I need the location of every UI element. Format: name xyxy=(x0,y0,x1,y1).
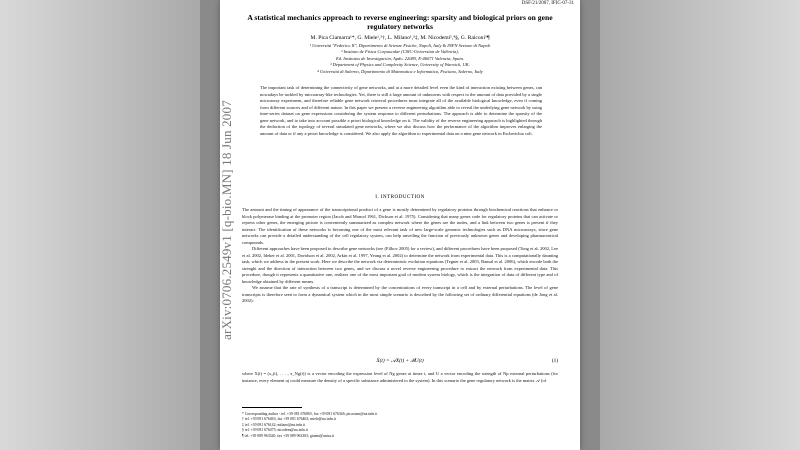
arxiv-stamp: arXiv:0706.2549v1 [q-bio.MN] 18 Jun 2007 xyxy=(219,100,234,340)
affiliation-line: ¹ Università "Federico II", Dipartimento di Scienze Fisiche, Napoli, Italy & INFN Sezione di Napoli xyxy=(309,43,491,48)
post-equation-paragraph: where X(t) = (x₁(t), . . . , x_Ng(t)) is a vector encoding the expression level of Ng genes at times t, and U a vector encoding the strength of Np external perturbations (for instance, every element uj could measure the density of a specific substance administered to the system). In this scenario the gene regulatory network is the matrix 𝒜 (of xyxy=(242,371,558,383)
paragraph: We assume that the rate of synthesis of a transcript is determined by the concentrations of every transcript in a cell and by external perturbations. The level of gene transcripts is therefore seen to form a dynamical system which in the most simple scenario is described by the following set of ordinary differential equations (de Jong et al. 2002): xyxy=(242,285,558,303)
affiliation-line: ⁴ Università di Salerno, Dipartimento di Matematica e Informatica, Fisciano, Salerno, Italy xyxy=(317,68,483,74)
affiliation-list xyxy=(242,43,558,75)
footnote: § tel. +39 081 676475; nicodem@na.infn.it xyxy=(242,428,308,433)
paragraph: Different approaches have been proposed to describe gene networks (see (Filkov 2005) for a review), and different procedures have been proposed (Tong et al. 2002, Lee et al. 2002, Ideker et al. 2001, Davidson et al. 2002, Arkin et al. 1997, Yeung et al. 2002) to determine the network from experimental data. This is a computationally daunting task, which we address in the present work. Here we describe the network via deterministic evolution equations (Tegner et al. 2003, Bansal et al. 2006), which encode both the strenght and the direction of interaction between two genes, and we discuss a novel reverse engineering procedure to extract the network from experimental data. This procedure, though it represents a quantitative one, realizes one of the most important goal of modern system biology, which is the integration of data of different type and of knowledge obtained by different means. xyxy=(242,246,558,284)
footnote-rule xyxy=(242,407,302,408)
viewer-background-right xyxy=(600,0,800,450)
footnote: ‡ tel. +39 081 676142; milano@na.infn.it xyxy=(242,422,306,427)
paper-page xyxy=(220,0,580,450)
paper-title: A statistical mechanics approach to reverse engineering: sparsity and biological priors on gene regulatory networks xyxy=(247,13,553,31)
section-heading-introduction: I. INTRODUCTION xyxy=(375,194,425,200)
paragraph: The amount and the timing of appearance of the transcriptional product of a gene is mostly determined by regulatory proteins through biochemical reactions that enhance or block polymerase binding at the promoter region (Jacob and Monod 1961, Dickson et al. 1975). Considering that many genes code for regulatory proteins that can activate or repress other genes, the emerging picture is conveniently summarized as complex network where the genes are the nodes, and a link between two genes is present if they interact. The identification of these networks is becoming one of the most relevant task of new large-scale genomic technologies such as DNA microarrays, since gene networks can provide a detailed understanding of the cell regulatory system, can help unveiling the function of previously unknown genes and developing pharmaceutical compounds. xyxy=(242,207,558,245)
footnote: ¶ tel. +39 089 963320; fax +39 089 963303; gianni@unisa.it xyxy=(242,433,335,438)
equation-1 xyxy=(242,358,558,366)
document-id: DSF/21/2007, IFIC-07-31 xyxy=(521,1,574,6)
affiliation-line: ³ Department of Physics and Complexity Science, University of Warwick, UK. xyxy=(330,62,470,68)
viewer-background-left xyxy=(0,0,200,450)
equation-number: (1) xyxy=(551,358,558,364)
footnotes xyxy=(242,412,558,439)
equation-text: Ẋ(t) = 𝒜X(t) + ℬU(t) xyxy=(376,358,424,364)
affiliation-line: Ed. Institutos de Investigación, Apdo. 22085, E-46071 Valencia, Spain. xyxy=(336,55,464,61)
abstract: The important task of determining the connectivity of gene networks, and at a more detailed level even the kind of interaction existing between genes, can nowadays be tackled by microarray-like technologies. Yet, there is still a large amount of unknowns with respect to the amount of data provided by a single microarray experiment, and therefore reliable gene network retrieval procedures must integrate all of the available biological knowledge, even if coming from different sources and of different nature. In this paper we present a reverse engineering algorithm able to reveal the underlying gene network by using time-series dataset on gene expressions considering the system response to different perturbations. The approach is able to determine the sparsity of the gene network, and to take into account possible a priori biological knowledge on it. The validity of the reverse engineering approach is highlighted through the deduction of the topology of several simulated gene networks, where we also discuss how the performance of the algorithm improves enlarging the amount of data or if any a priori knowledge is considered. We also apply the algorithm to experimental data on a nine gene network in Escherichia coli. xyxy=(260,85,542,136)
affiliation-line: ² Instituto de Física Corpuscular (CSIC-Universitat de València), xyxy=(341,49,459,55)
footnote: * Corresponding author - tel. +39 081 676865, fax +39 081 676346; picaciam@na.infn.it xyxy=(242,412,378,416)
introduction-body xyxy=(242,207,558,305)
author-list: M. Pica Ciamarra¹*, G. Miele¹,²†, L. Milano¹,³‡, M. Nicodemi¹,⁴§, G. Raiconi⁵¶ xyxy=(310,35,490,41)
footnote: † tel. +39 081 676463; fax +39 081 676463; miele@na.infn.it xyxy=(242,417,336,422)
